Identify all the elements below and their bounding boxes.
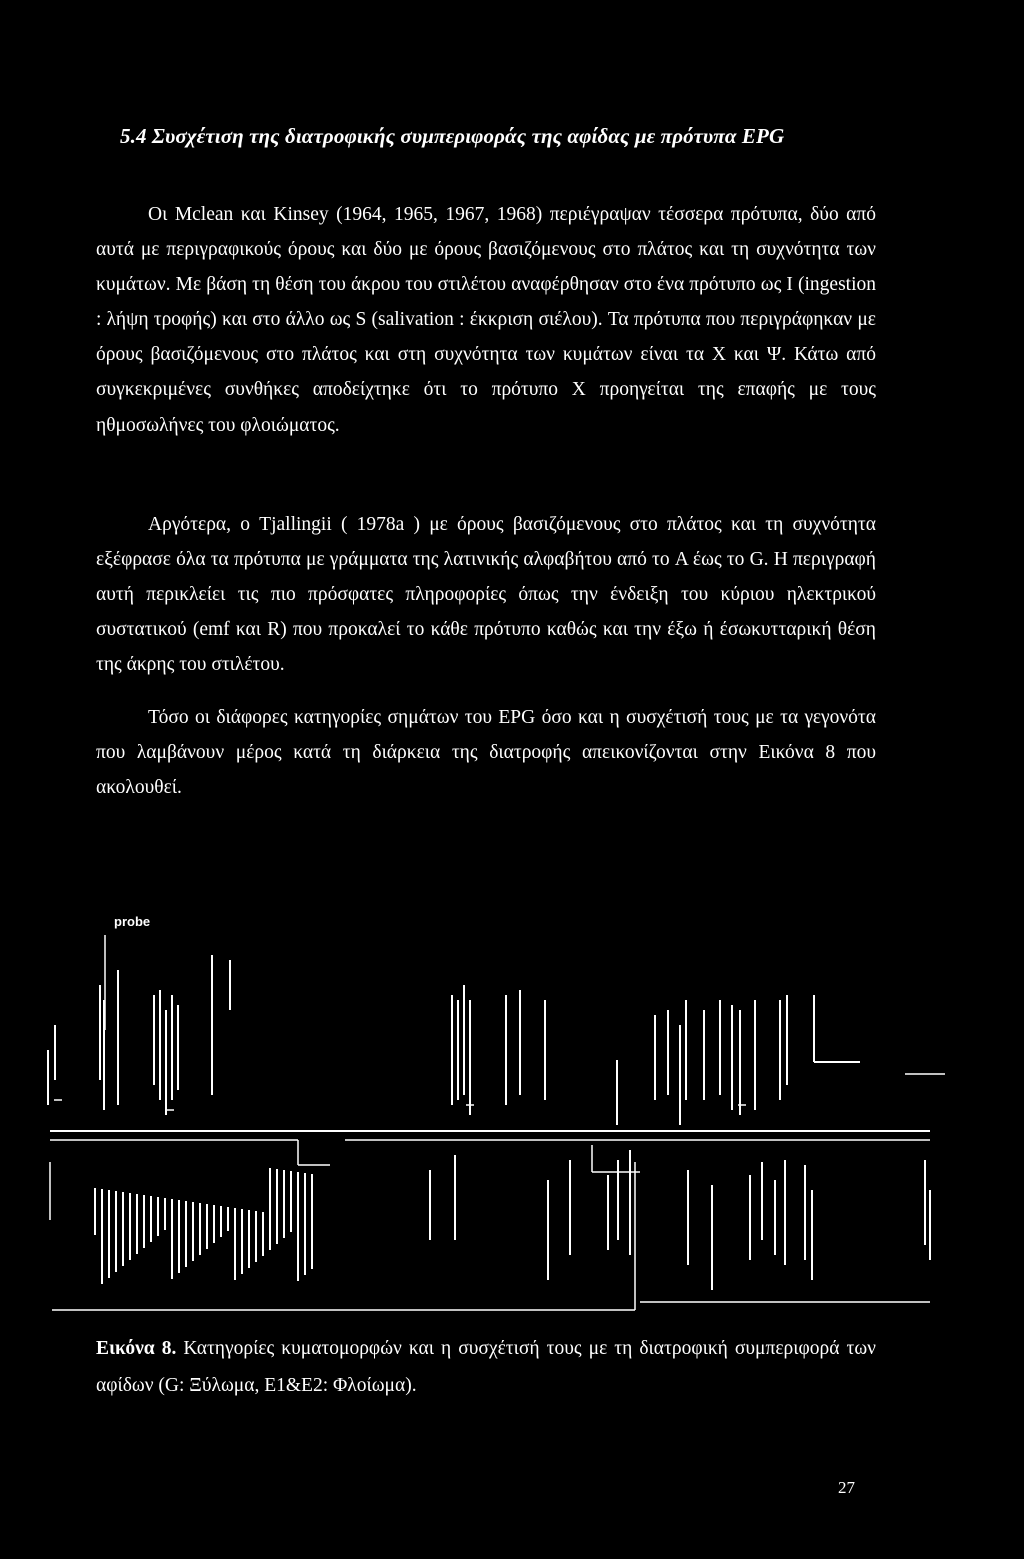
- paragraph-1: Οι Mclean και Kinsey (1964, 1965, 1967, 1968) περιέγραψαν τέσσερα πρότυπα, δύο από αυτά με περιγραφικούς όρους και δύο με όρους βασιζόμενους στο πλάτος και τη συχνότητα των κυμάτων. Με βάση τη θέση του άκρου του στιλέτου αναφέρθησαν στο ένα πρότυπο ως I (ingestion : λήψη τροφής) και στο άλλο ως S (salivation : έκκριση σιέλου). Τα πρότυπα που περιγράφηκαν με όρους βασιζόμενους στο πλάτος και στη συχνότητα των κυμάτων είναι τα X και Ψ. Κάτω από συγκεκριμένες συνθήκες αποδείχτηκε ότι το πρότυπο X προηγείται της επαφής με τους ηθμοσωλήνες του φλοιώματος.: [96, 204, 876, 436]
- probe-label: probe: [114, 914, 151, 929]
- section-heading: 5.4 Συσχέτιση της διατροφικής συμπεριφοράς της αφίδας με πρότυπα EPG: [120, 124, 785, 148]
- paragraph-2: Αργότερα, ο Tjallingii ( 1978a ) με όρους βασιζόμενους στο πλάτος και τη συχνότητα εξέφρασε όλα τα πρότυπα με γράμματα της λατινικής αλφαβήτου από το A έως το G. Η περιγραφή αυτή περικλείει τις πιο πρόσφατες πληροφορίες όπως την ένδειξη του κύριου ηλεκτρικού συστατικού (emf και R) που προκαλεί το κάθε πρότυπο καθώς και την έξω ή έσωκυτταρική θέση της άκρης του στιλέτου.: [96, 514, 876, 676]
- figure-caption: [96, 1330, 876, 1404]
- epg-waveform-svg: [0, 900, 1024, 1320]
- epg-waveform-figure: [0, 900, 1024, 1320]
- caption-label: Εικόνα 8.: [96, 1338, 177, 1359]
- page-number: 27: [838, 1478, 855, 1497]
- paragraph-3: Τόσο οι διάφορες κατηγορίες σημάτων του EPG όσο και η συσχέτισή τους με τα γεγονότα που λαμβάνουν μέρος κατά τη διάρκεια της διατροφής απεικονίζονται στην Εικόνα 8 που ακολουθεί.: [96, 707, 876, 799]
- caption-text: Κατηγορίες κυματομορφών και η συσχέτισή τους με τη διατροφική συμπεριφορά των αφίδων (G: Ξύλωμα, E1&E2: Φλοίωμα).: [96, 1338, 876, 1396]
